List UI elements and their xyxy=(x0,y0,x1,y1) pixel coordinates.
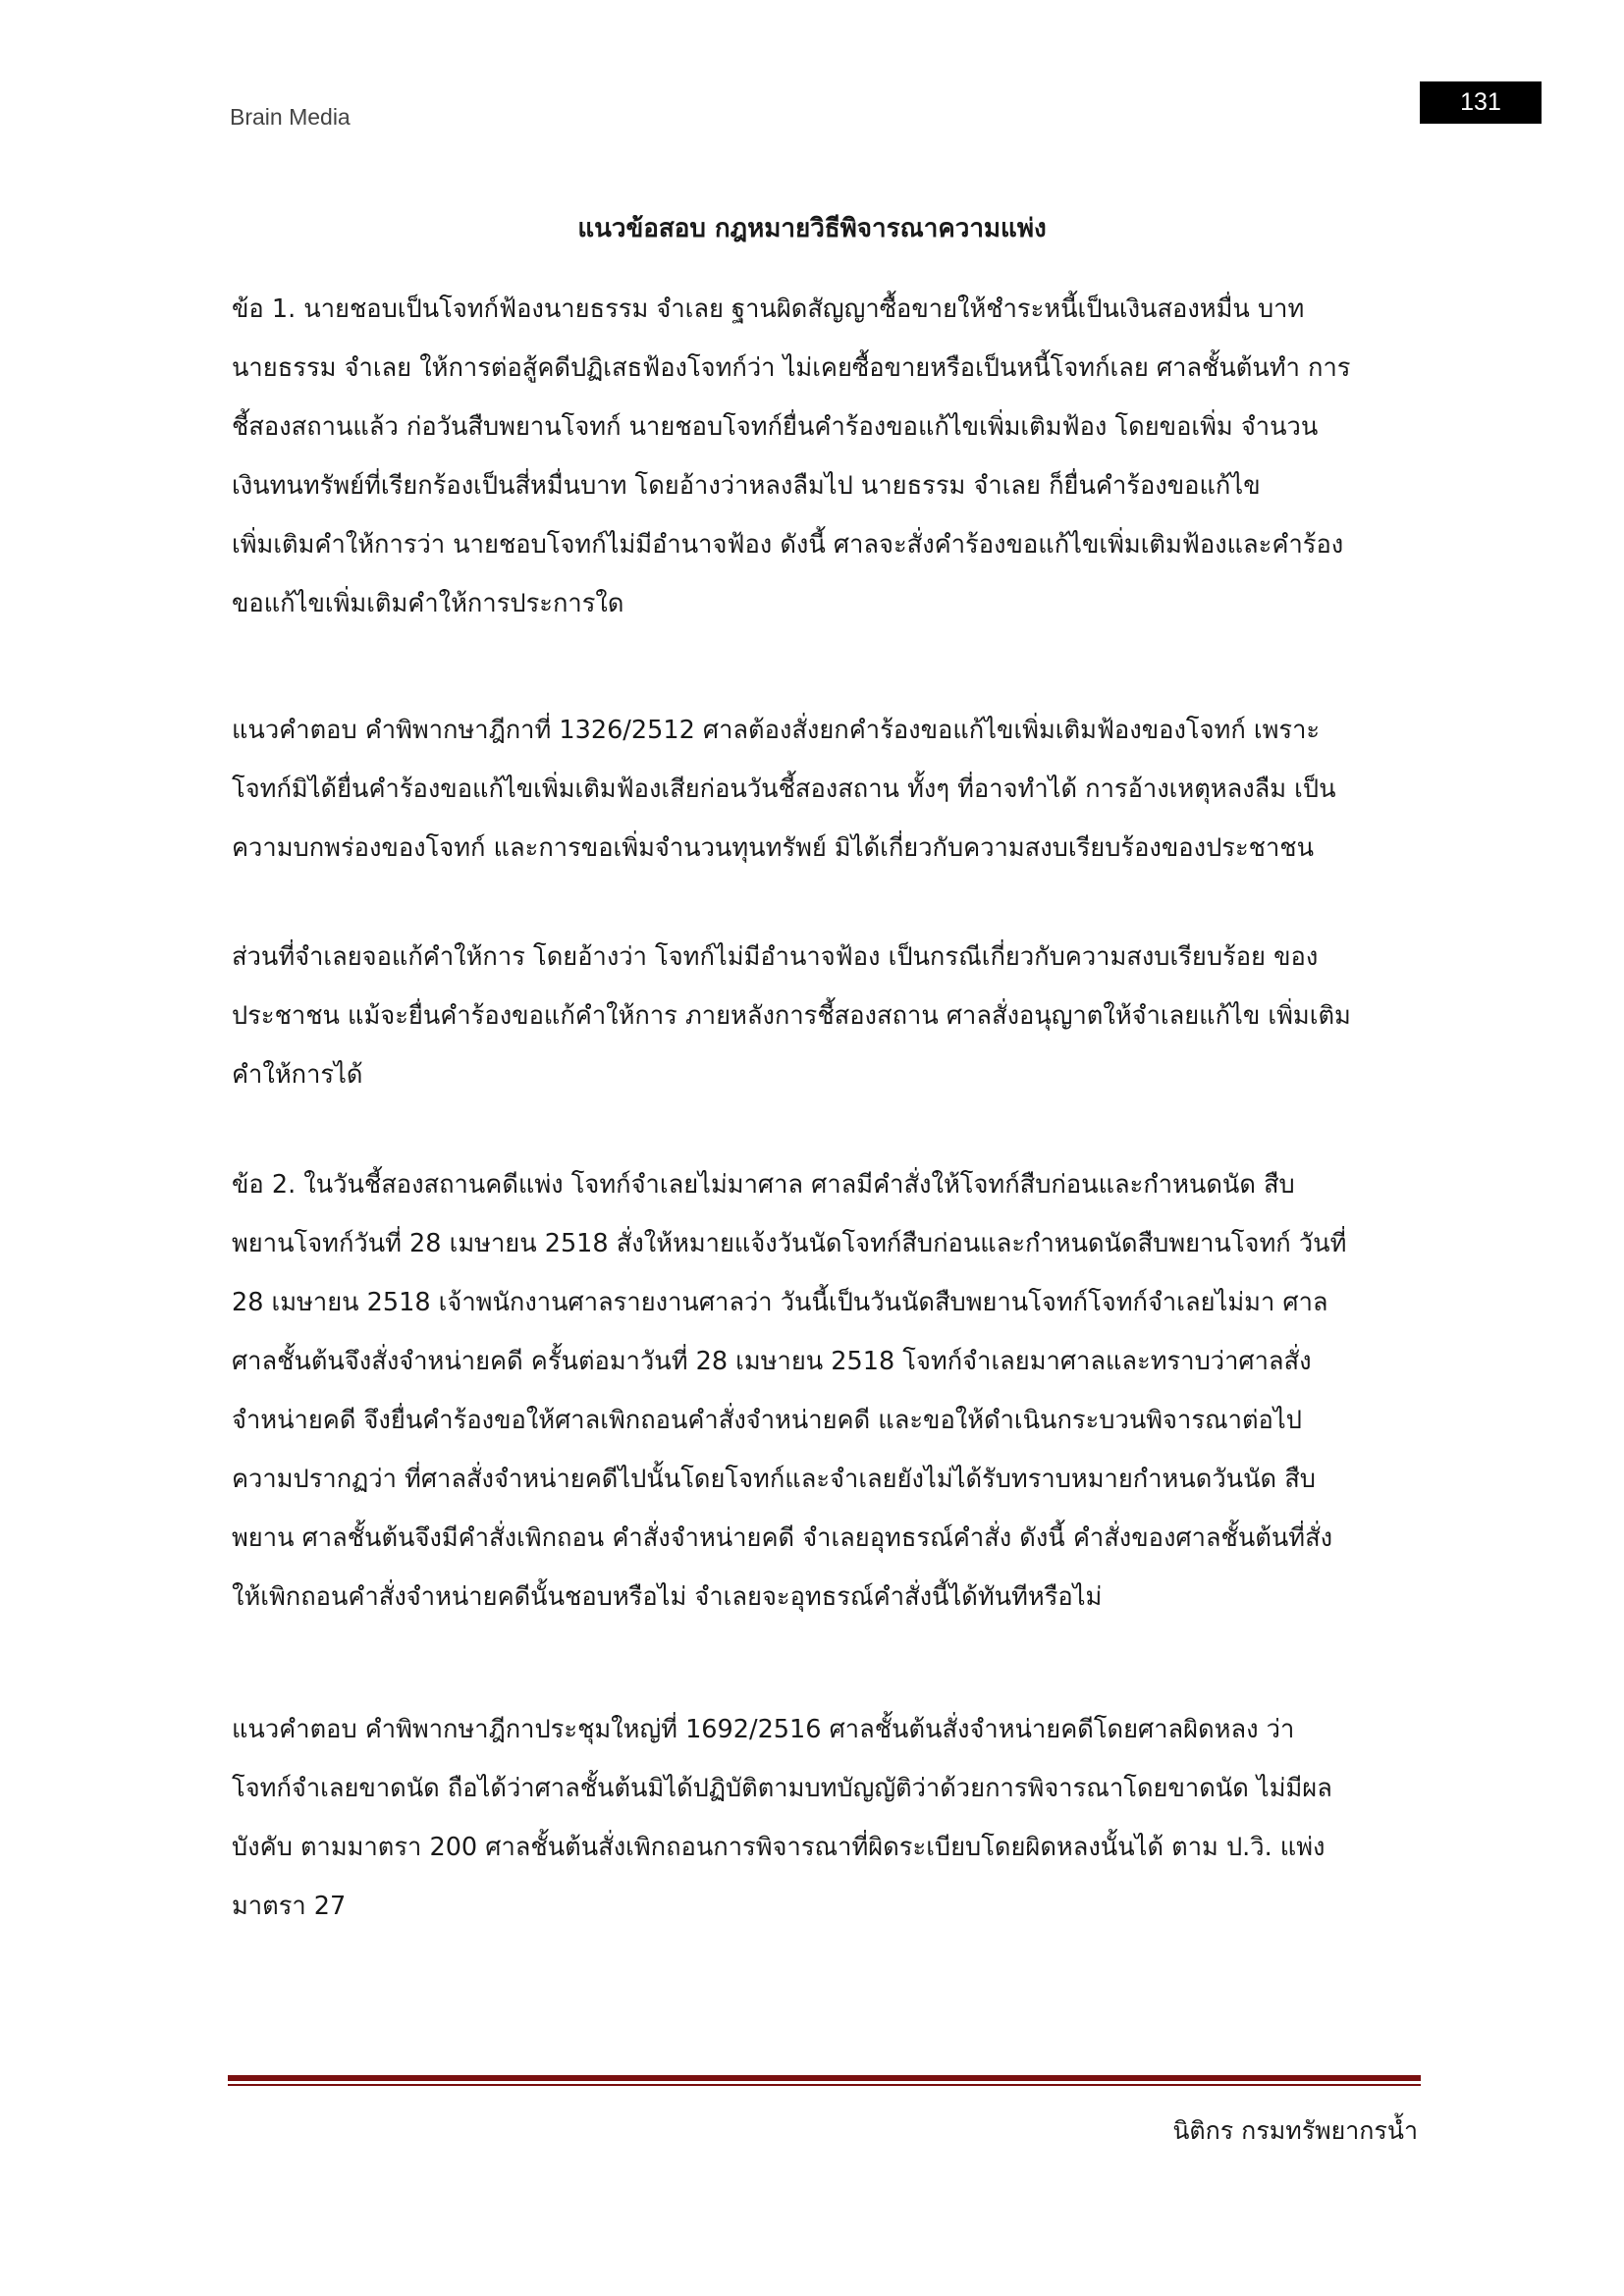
footer-divider-thin xyxy=(228,2084,1421,2086)
text-line: ประชาชน แม้จะยื่นคำร้องขอแก้คำให้การ ภายหลังการชี้สองสถาน ศาลสั่งอนุญาตให้จำเลยแก้ไข เพิ่มเติม xyxy=(232,1001,1351,1031)
text-line: นายธรรม จำเลย ให้การต่อสู้คดีปฏิเสธฟ้องโจทก์ว่า ไม่เคยซื้อขายหรือเป็นหนี้โจทก์เลย ศาลชั้นต้นทำ การ xyxy=(232,353,1351,383)
text-line: แนวคำตอบ คำพิพากษาฎีกาประชุมใหญ่ที่ 1692/2516 ศาลชั้นต้นสั่งจำหน่ายคดีโดยศาลผิดหลง ว่า xyxy=(232,1715,1295,1744)
text-line: มาตรา 27 xyxy=(232,1892,347,1921)
page-number-badge: 131 xyxy=(1420,81,1542,124)
text-line: ให้เพิกถอนคำสั่งจำหน่ายคดีนั้นชอบหรือไม่ จำเลยจะอุทธรณ์คำสั่งนี้ได้ทันทีหรือไม่ xyxy=(232,1582,1103,1612)
question-2-paragraph xyxy=(232,1155,1439,1627)
text-line: ส่วนที่จำเลยจอแก้คำให้การ โดยอ้างว่า โจทก์ไม่มีอำนาจฟ้อง เป็นกรณีเกี่ยวกับความสงบเรียบร้อย ของ xyxy=(232,942,1319,972)
text-line: แนวคำตอบ คำพิพากษาฎีกาที่ 1326/2512 ศาลต้องสั่งยกคำร้องขอแก้ไขเพิ่มเติมฟ้องของโจทก์ เพราะ xyxy=(232,716,1321,745)
text-line: 28 เมษายน 2518 เจ้าพนักงานศาลรายงานศาลว่า วันนี้เป็นวันนัดสืบพยานโจทก์โจทก์จำเลยไม่มา ศาล xyxy=(232,1288,1328,1317)
answer-1-paragraph xyxy=(232,701,1439,878)
text-line: พยานโจทก์วันที่ 28 เมษายน 2518 สั่งให้หมายแจ้งวันนัดโจทก์สืบก่อนและกำหนดนัดสืบพยานโจทก์ วันที่ xyxy=(232,1229,1347,1258)
text-line: ความปรากฏว่า ที่ศาลสั่งจำหน่ายคดีไปนั้นโดยโจทก์และจำเลยยังไม่ได้รับทราบหมายกำหนดวันนัด สืบ xyxy=(232,1465,1316,1494)
answer-1-continuation-paragraph xyxy=(232,928,1439,1104)
text-line: ข้อ 1. นายชอบเป็นโจทก์ฟ้องนายธรรม จำเลย ฐานผิดสัญญาซื้อขายให้ชำระหนี้เป็นเงินสองหมื่น บาท xyxy=(232,294,1305,324)
text-line: ศาลชั้นต้นจึงสั่งจำหน่ายคดี ครั้นต่อมาวันที่ 28 เมษายน 2518 โจทก์จำเลยมาศาลและทราบว่าศาลสั่ง xyxy=(232,1347,1312,1376)
text-line: ขอแก้ไขเพิ่มเติมคำให้การประการใด xyxy=(232,589,624,618)
text-line: โจทก์จำเลยขาดนัด ถือได้ว่าศาลชั้นต้นมิได้ปฏิบัติตามบทบัญญัติว่าด้วยการพิจารณาโดยขาดนัด ไม่มีผล xyxy=(232,1774,1332,1803)
text-line: ข้อ 2. ในวันชี้สองสถานคดีแพ่ง โจทก์จำเลยไม่มาศาล ศาลมีคำสั่งให้โจทก์สืบก่อนและกำหนดนัด สืบ xyxy=(232,1170,1295,1200)
footer-divider xyxy=(228,2075,1421,2081)
text-line: เพิ่มเติมคำให้การว่า นายชอบโจทก์ไม่มีอำนาจฟ้อง ดังนี้ ศาลจะสั่งคำร้องขอแก้ไขเพิ่มเติมฟ้องและคำร้อง xyxy=(232,530,1344,560)
text-line: พยาน ศาลชั้นต้นจึงมีคำสั่งเพิกถอน คำสั่งจำหน่ายคดี จำเลยอุทธรณ์คำสั่ง ดังนี้ คำสั่งของศาลชั้นต้นที่สั่ง xyxy=(232,1523,1333,1553)
text-line: เงินทนทรัพย์ที่เรียกร้องเป็นสี่หมื่นบาท โดยอ้างว่าหลงลืมไป นายธรรม จำเลย ก็ยื่นคำร้องขอแก้ไข xyxy=(232,471,1261,501)
text-line: บังคับ ตามมาตรา 200 ศาลชั้นต้นสั่งเพิกถอนการพิจารณาที่ผิดระเบียบโดยผิดหลงนั้นได้ ตาม ป.วิ. แพ่ง xyxy=(232,1833,1326,1862)
text-line: จำหน่ายคดี จึงยื่นคำร้องขอให้ศาลเพิกถอนคำสั่งจำหน่ายคดี และขอให้ดำเนินกระบวนพิจารณาต่อไป xyxy=(232,1406,1302,1435)
footer-author: นิติกร กรมทรัพยากรน้ำ xyxy=(1172,2116,1418,2145)
document-title: แนวข้อสอบ กฎหมายวิธีพิจารณาความแพ่ง xyxy=(577,214,1047,243)
text-line: ชี้สองสถานแล้ว ก่อวันสืบพยานโจทก์ นายชอบโจทก์ยื่นคำร้องขอแก้ไขเพิ่มเติมฟ้อง โดยขอเพิ่ม จำนวน xyxy=(232,412,1319,442)
header-publisher: Brain Media xyxy=(230,104,351,130)
answer-2-paragraph xyxy=(232,1700,1439,1936)
text-line: ความบกพร่องของโจทก์ และการขอเพิ่มจำนวนทุนทรัพย์ มิได้เกี่ยวกับความสงบเรียบร้องของประชาชน xyxy=(232,833,1315,863)
question-1-paragraph xyxy=(232,280,1439,633)
text-line: คำให้การได้ xyxy=(232,1060,363,1090)
text-line: โจทก์มิได้ยื่นคำร้องขอแก้ไขเพิ่มเติมฟ้องเสียก่อนวันชี้สองสถาน ทั้งๆ ที่อาจทำได้ การอ้างเหตุหลงลืม เป็น xyxy=(232,774,1336,804)
